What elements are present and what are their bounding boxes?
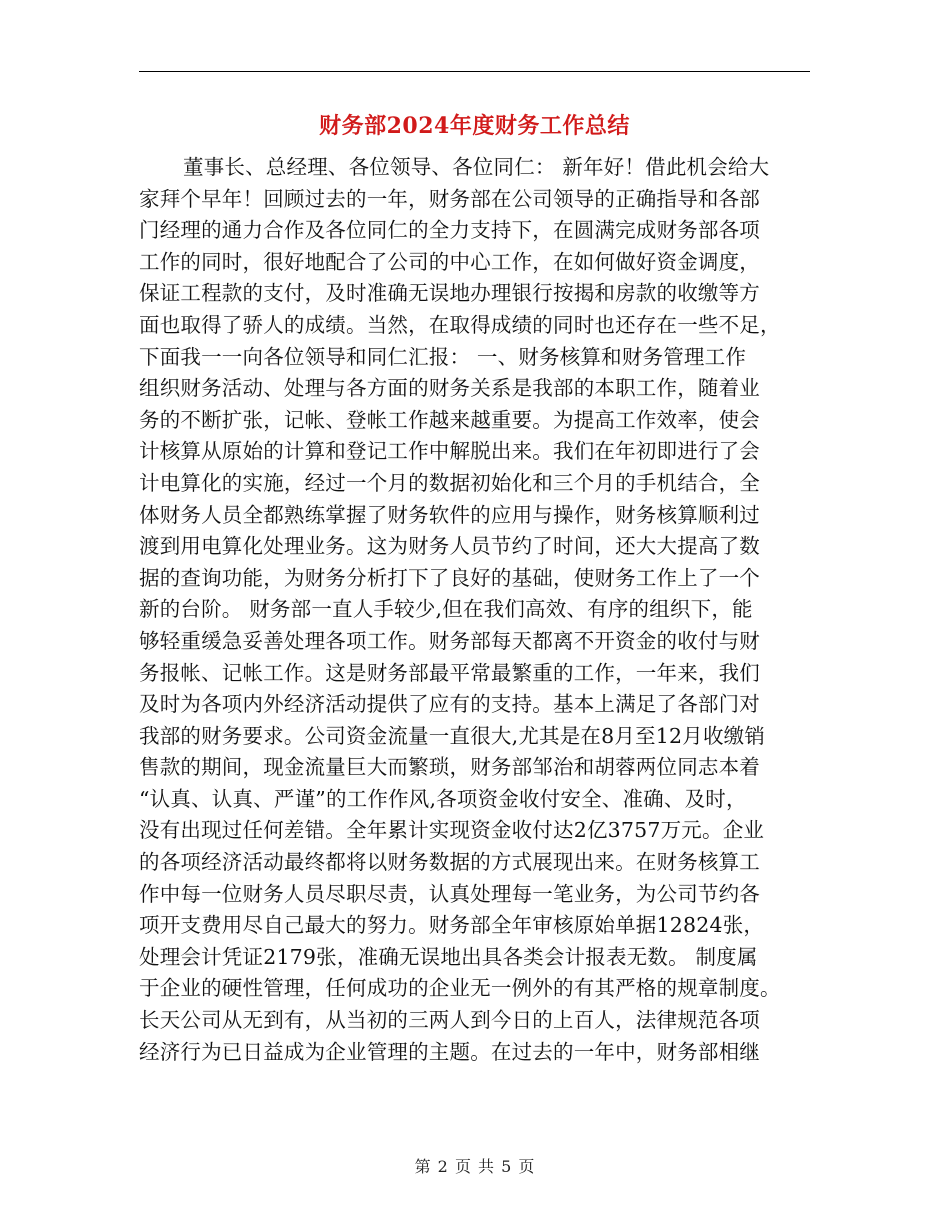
body-line: “认真、认真、严谨”的工作作风,各项资金收付安全、准确、及时， [139,786,747,811]
body-line: 务报帐、记帐工作。这是财务部最平常最繁重的工作，一年来，我们 [139,660,760,685]
body-line: 工作的同时，很好地配合了公司的中心工作，在如何做好资金调度， [139,249,760,274]
body-line: 保证工程款的支付，及时准确无误地办理银行按揭和房款的收缴等方 [139,281,760,306]
document-title: 财务部2024年度财务工作总结 [319,113,630,139]
body-line: 我部的财务要求。公司资金流量一直很大,尤其是在8月至12月收缴销 [139,723,766,748]
body-line: 组织财务活动、处理与各方面的财务关系是我部的本职工作，随着业 [139,376,760,401]
body-line: 计核算从原始的计算和登记工作中解脱出来。我们在年初即进行了会 [139,439,760,464]
body-line: 据的查询功能，为财务分析打下了良好的基础，使财务工作上了一个 [139,565,760,590]
body-line: 计电算化的实施，经过一个月的数据初始化和三个月的手机结合，全 [139,470,760,495]
body-line: 董事长、总经理、各位领导、各位同仁： 新年好！借此机会给大 [183,155,770,179]
body-line: 下面我一一向各位领导和同仁汇报： 一、财务核算和财务管理工作 [139,344,747,369]
body-line: 的各项经济活动最终都将以财务数据的方式展现出来。在财务核算工 [139,850,760,875]
body-line: 没有出现过任何差错。全年累计实现资金收付达2亿3757万元。企业 [139,818,765,843]
body-line: 处理会计凭证2179张，准确无误地出具各类会计报表无数。 制度属 [139,944,758,969]
body-line: 于企业的硬性管理，任何成功的企业无一例外的有其严格的规章制度。 [139,976,781,1001]
document-body [139,152,814,1068]
body-line: 长天公司从无到有，从当初的三两人到今日的上百人，法律规范各项 [139,1008,760,1033]
body-line: 门经理的通力合作及各位同仁的全力支持下，在圆满完成财务部各项 [139,218,760,243]
body-line: 家拜个早年！回顾过去的一年，财务部在公司领导的正确指导和各部 [139,186,760,211]
body-line: 渡到用电算化处理业务。这为财务人员节约了时间，还大大提高了数 [139,534,760,559]
header-rule [139,71,810,72]
body-line: 售款的期间，现金流量巨大而繁琐，财务部邹治和胡蓉两位同志本着 [139,755,760,780]
body-line: 作中每一位财务人员尽职尽责，认真处理每一笔业务，为公司节约各 [139,881,760,906]
body-line: 新的台阶。 财务部一直人手较少,但在我们高效、有序的组织下，能 [139,597,753,622]
body-line: 体财务人员全都熟练掌握了财务软件的应用与操作，财务核算顺利过 [139,502,760,527]
body-line: 务的不断扩张，记帐、登帐工作越来越重要。为提高工作效率，使会 [139,407,760,432]
page-number: 第 2 页 共 5 页 [414,1157,536,1176]
body-line: 面也取得了骄人的成绩。当然，在取得成绩的同时也还存在一些不足， [139,312,781,337]
body-line: 项开支费用尽自己最大的努力。财务部全年审核原始单据12824张， [139,913,765,938]
body-line: 及时为各项内外经济活动提供了应有的支持。基本上满足了各部门对 [139,692,760,717]
body-line: 经济行为已日益成为企业管理的主题。在过去的一年中，财务部相继 [139,1039,760,1064]
body-line: 够轻重缓急妥善处理各项工作。财务部每天都离不开资金的收付与财 [139,628,760,653]
